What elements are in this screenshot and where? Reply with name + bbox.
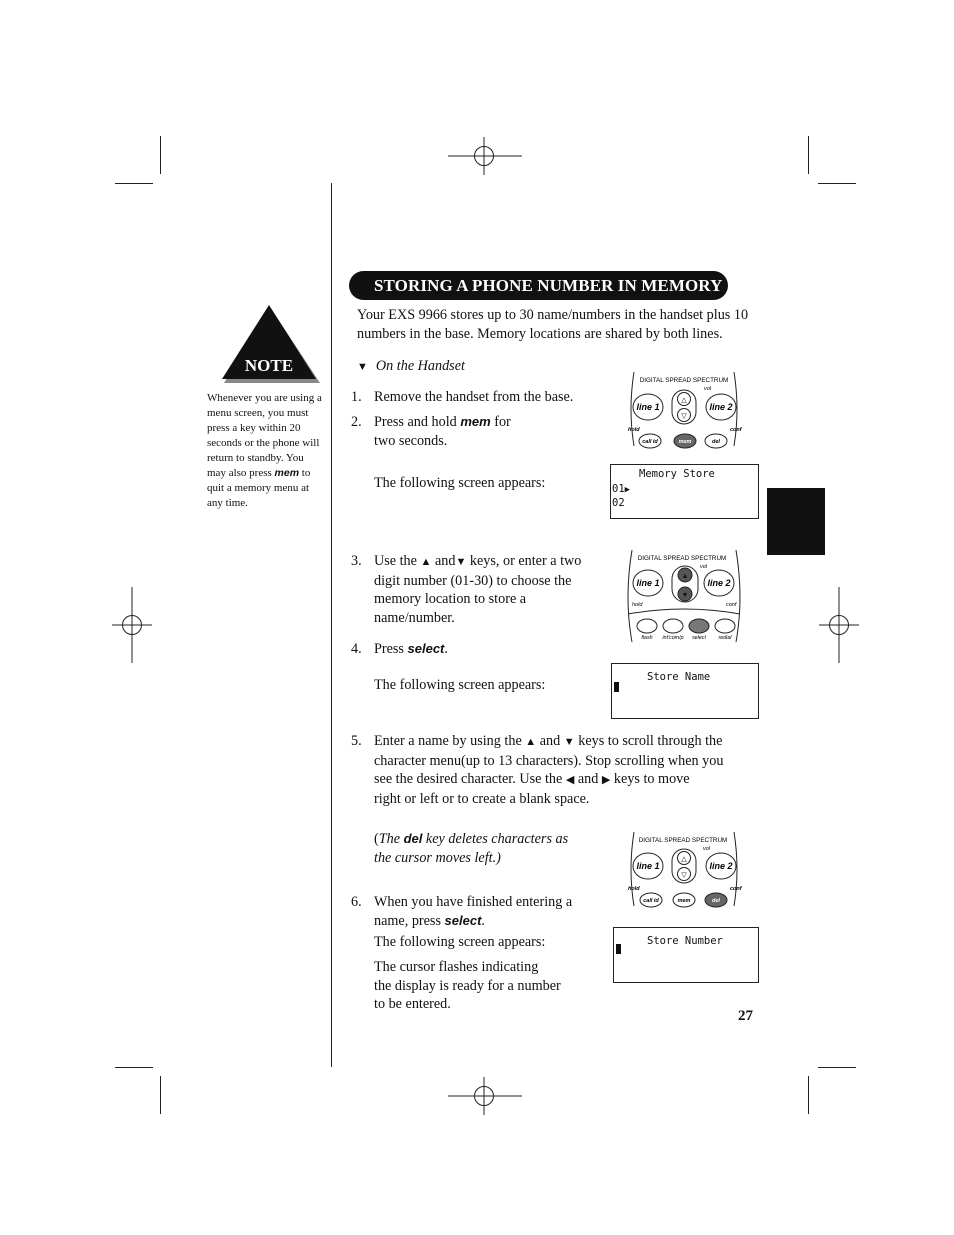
step-number: 2.: [351, 414, 362, 430]
intro-line: Your EXS 9966 stores up to 30 name/numbers in the handset plus 10: [357, 307, 749, 323]
text-part: .: [481, 912, 485, 929]
step-text: digit number (01-30) to choose the: [374, 572, 572, 589]
step-number: 3.: [351, 553, 362, 569]
note-triangle-icon: [218, 300, 324, 386]
cursor-explanation: [374, 958, 561, 1014]
step-text: When you have finished entering a: [374, 894, 573, 910]
text-part: keys to scroll through the: [574, 733, 723, 749]
store-name-screen: [611, 663, 759, 719]
callid-key: call id: [643, 898, 659, 904]
step-5: [351, 732, 741, 808]
mem-key: mem: [677, 898, 691, 904]
down-key-icon-highlighted: ▼: [681, 592, 689, 599]
step-4: [351, 640, 551, 660]
step-number: 6.: [351, 894, 362, 910]
cursor-arrow-icon: ▶: [624, 485, 631, 495]
registration-mark-left: [110, 585, 154, 665]
screen-appears-text: The following screen appears:: [374, 677, 546, 693]
vol-label: vol: [704, 386, 712, 392]
step-text: memory location to store a: [374, 591, 527, 607]
text-part: and: [536, 733, 564, 749]
brand-label: DIGITAL SPREAD SPECTRUM: [639, 377, 729, 384]
intro-paragraph: [357, 306, 748, 344]
mem-key-label: mem: [460, 414, 491, 429]
step-number: 5.: [351, 733, 362, 749]
subheading-text: On the Handset: [375, 358, 465, 374]
line1-key: line 1: [636, 402, 660, 412]
text-part: for: [490, 414, 511, 430]
line2-key: line 2: [709, 402, 733, 412]
hold-label: hold: [628, 886, 640, 892]
registration-mark-top: [444, 135, 524, 177]
screen-appears-text: The following screen appears:: [374, 934, 546, 950]
text-part: name, press: [374, 912, 445, 929]
text-part: (: [374, 831, 379, 847]
step-number: 4.: [351, 641, 362, 657]
note-line: any time.: [207, 497, 248, 509]
text-cursor: [616, 944, 621, 954]
brand-label: DIGITAL SPREAD SPECTRUM: [637, 555, 727, 562]
select-key-label: select: [444, 912, 482, 928]
conf-label: conf: [730, 886, 742, 892]
store-number-screen: [613, 927, 759, 983]
down-arrow-icon: ▼: [563, 736, 575, 748]
right-arrow-icon: ▶: [601, 774, 611, 786]
mem-key-label: mem: [274, 467, 300, 479]
note-line: menu screen, you must: [207, 407, 309, 419]
registration-mark-right: [817, 585, 861, 665]
handset-keypad-select: [620, 548, 750, 646]
flash-key-label: flash: [641, 635, 653, 641]
note-line-part: may also press: [207, 467, 275, 479]
triangle-down-icon: ▼: [357, 361, 368, 373]
redial-key-label: redial: [718, 635, 732, 641]
step-text: name/number.: [374, 609, 455, 626]
step-3: [351, 552, 611, 628]
down-key-icon: ▽: [681, 413, 687, 420]
handset-keypad-del: [620, 830, 748, 912]
text-part: keys, or enter a two: [466, 553, 582, 569]
step-6: [351, 893, 611, 933]
step-text: to be entered.: [374, 996, 451, 1012]
step-text: right or left or to create a blank space.: [374, 790, 590, 807]
step-number: 1.: [351, 389, 362, 405]
step-text: Remove the handset from the base.: [374, 389, 574, 405]
column-divider: [331, 183, 332, 1067]
text-part: and: [431, 553, 456, 569]
del-key-highlighted: del: [712, 898, 720, 904]
step-text: character menu(up to 13 characters). Stop scrolling when you: [374, 752, 724, 769]
vol-label: vol: [703, 846, 711, 852]
up-arrow-icon: ▲: [525, 736, 537, 748]
brand-label: DIGITAL SPREAD SPECTRUM: [638, 837, 728, 844]
up-arrow-icon: ▲: [420, 556, 432, 568]
left-arrow-icon: ◀: [565, 774, 575, 786]
conf-label: conf: [726, 602, 737, 608]
select-key-label: select: [407, 641, 445, 656]
note-line: return to standby. You: [207, 452, 304, 464]
select-key-label: select: [692, 635, 706, 641]
text-part: the cursor moves left.): [374, 849, 501, 866]
text-cursor: [614, 682, 619, 692]
line1-key: line 1: [636, 861, 660, 871]
del-key: del: [712, 439, 720, 445]
note-line: quit a memory menu at: [207, 482, 310, 494]
del-key-label: del: [403, 831, 423, 846]
text-part: .: [444, 641, 448, 657]
line2-key: line 2: [709, 861, 733, 871]
note-line: seconds or the phone will: [207, 437, 320, 449]
memory-location: 01: [612, 483, 625, 495]
registration-mark-bottom: [444, 1075, 524, 1117]
text-part: and: [574, 771, 602, 787]
chapter-tab: [767, 488, 825, 555]
page-number: 27: [738, 1008, 753, 1024]
step-text: [374, 413, 511, 432]
down-key-icon: ▽: [681, 872, 687, 879]
subheading: [357, 357, 465, 377]
handset-keypad-mem: [620, 370, 748, 452]
note-label: NOTE: [244, 356, 294, 375]
screen-title: Memory Store: [639, 468, 715, 480]
intro-line: numbers in the base. Memory locations are shared by both lines.: [357, 326, 723, 342]
up-key-icon: △: [681, 397, 687, 404]
step-2: [351, 413, 611, 453]
screen-title: Store Name: [647, 671, 711, 683]
step-text: two seconds.: [374, 432, 448, 449]
down-arrow-icon: ▼: [455, 556, 467, 568]
step-text: the display is ready for a number: [374, 977, 561, 994]
intercom-key-label: int'com/p: [662, 635, 684, 641]
line2-key: line 2: [707, 578, 731, 588]
hold-label: hold: [632, 602, 643, 608]
note-line-part: to: [299, 467, 311, 479]
mem-key-highlighted: mem: [678, 439, 692, 445]
conf-label: conf: [730, 427, 742, 433]
del-note: [374, 830, 568, 867]
text-part: Press and hold: [374, 414, 461, 430]
up-key-icon-highlighted: ▲: [681, 573, 689, 580]
text-part: Press: [374, 641, 408, 657]
memory-location: 02: [612, 497, 625, 509]
text-part: keys to move: [610, 771, 690, 787]
up-key-icon: △: [681, 856, 687, 863]
text-part: Enter a name by using the: [374, 733, 526, 749]
note-line: press a key within 20: [207, 422, 301, 434]
memory-store-screen: [610, 464, 759, 519]
screen-appears-text: The following screen appears:: [374, 475, 546, 491]
line1-key: line 1: [636, 578, 660, 588]
note-text: [207, 391, 327, 511]
note-line: Whenever you are using a: [207, 392, 322, 404]
section-title: STORING A PHONE NUMBER IN MEMORY: [349, 271, 728, 300]
note-line: [207, 466, 327, 481]
screen-title: Store Number: [647, 935, 723, 947]
hold-label: hold: [628, 427, 640, 433]
callid-key: call id: [642, 439, 658, 445]
text-part: Use the: [374, 553, 421, 569]
step-1: [351, 388, 611, 408]
text-part: The: [378, 831, 404, 847]
text-part: key deletes characters as: [422, 831, 569, 847]
step-text: The cursor flashes indicating: [374, 959, 539, 975]
vol-label: vol: [700, 564, 708, 570]
text-part: see the desired character. Use the: [374, 771, 566, 787]
